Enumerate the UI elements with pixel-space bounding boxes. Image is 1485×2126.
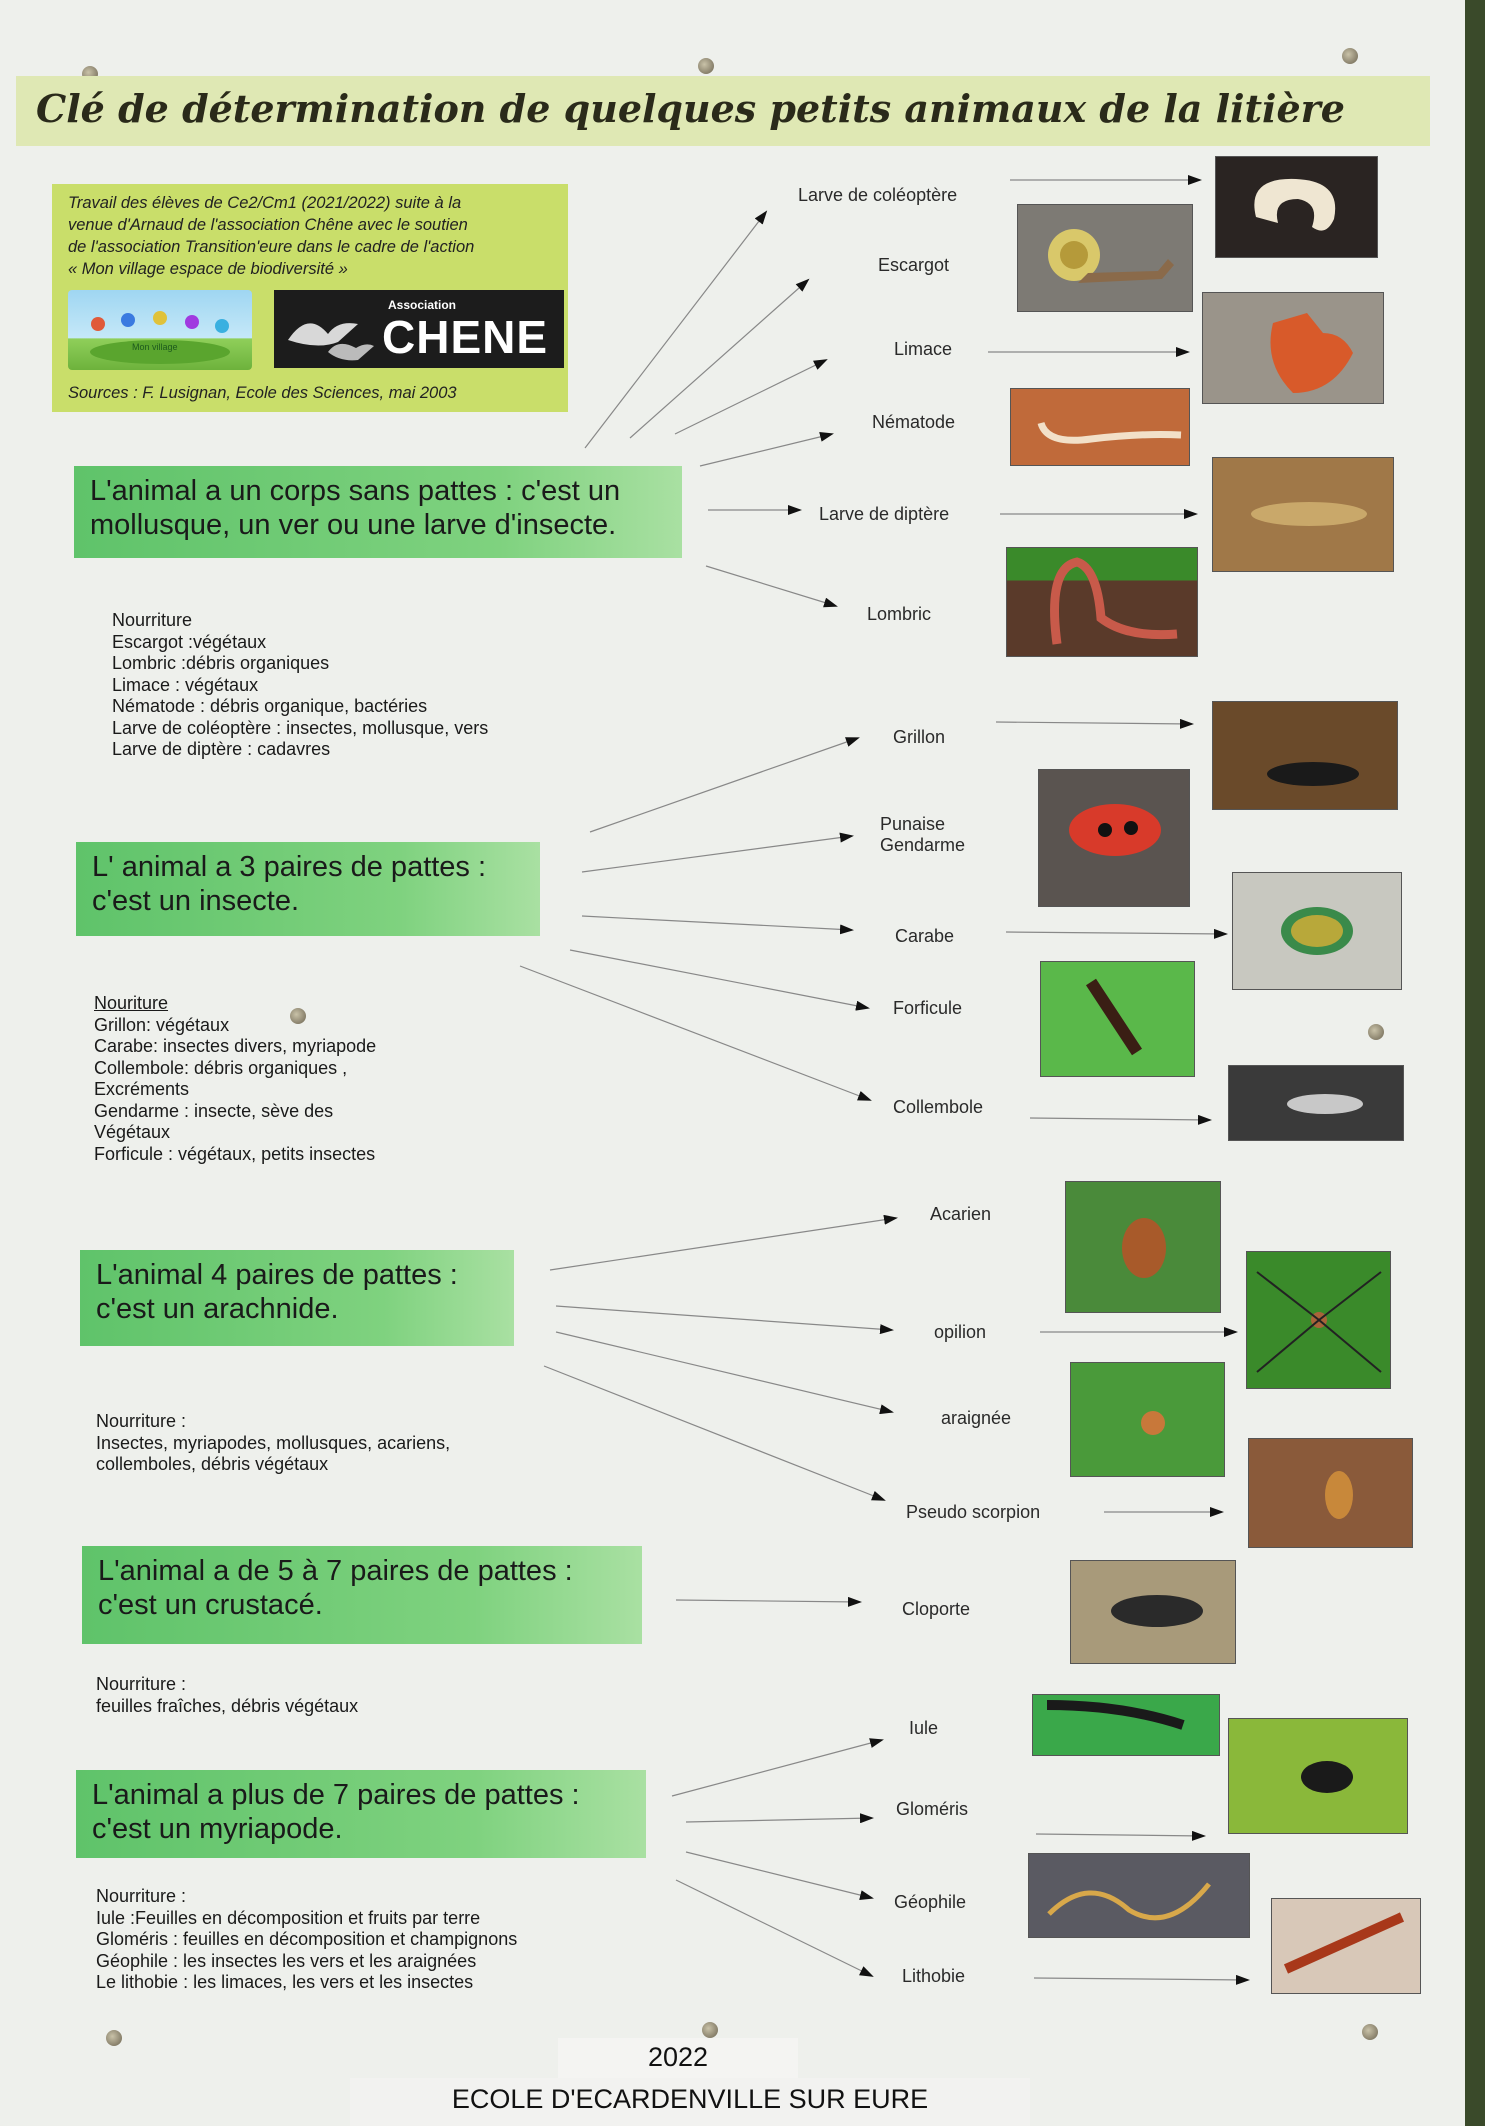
- key-insecte: [76, 842, 540, 936]
- animal-name-carabe: Carabe: [895, 926, 955, 946]
- food-item: Iule :Feuilles en décomposition et fruits par terre: [96, 1907, 481, 1928]
- animal-name-geophile: Géophile: [894, 1892, 967, 1912]
- food-item: Géophile : les insectes les vers et les araignées: [96, 1950, 477, 1971]
- animal-name-acarien: Acarien: [930, 1204, 992, 1224]
- animal-name-larve-coleoptere: Larve de coléoptère: [798, 185, 958, 205]
- food-item: Grillon: végétaux: [94, 1014, 230, 1035]
- food-item: Gloméris : feuilles en décomposition et champignons: [96, 1929, 518, 1949]
- animal-name-forficule: Forficule: [893, 998, 963, 1018]
- firebug-photo: [1038, 769, 1190, 907]
- food-item: Insectes, myriapodes, mollusques, acariens,: [96, 1432, 451, 1453]
- food-list-insecte: [94, 993, 376, 1165]
- animal-name-line: Punaise: [880, 814, 946, 834]
- food-list-myriapode: [96, 1886, 517, 1994]
- key-line: c'est un arachnide.: [96, 1293, 339, 1325]
- key-line: L'animal a plus de 7 paires de pattes :: [92, 1779, 580, 1811]
- animal-name-lombric: Lombric: [867, 604, 932, 624]
- page-title: Clé de détermination de quelques petits animaux de la litière: [36, 86, 1345, 131]
- key-arachnide: [80, 1250, 514, 1346]
- food-item: Lombric :débris organiques: [112, 653, 330, 673]
- food-item: Nématode : débris organique, bactéries: [112, 696, 428, 716]
- pill-millipede-photo: [1228, 1718, 1408, 1834]
- spider-photo: [1070, 1362, 1225, 1477]
- key-line: L'animal a un corps sans pattes : c'est un: [90, 475, 621, 507]
- food-item: Larve de coléoptère : insectes, mollusque, vers: [112, 717, 489, 738]
- mite-photo: [1065, 1181, 1221, 1313]
- nematode-photo: [1010, 388, 1190, 466]
- food-list-mollusque: [112, 610, 488, 761]
- harvestman-photo: [1246, 1251, 1391, 1389]
- mon-village-logo-text: Mon village: [132, 342, 178, 352]
- animal-name-lithobie: Lithobie: [902, 1966, 966, 1986]
- food-heading: Nourriture :: [96, 1886, 187, 1906]
- food-item: collemboles, débris végétaux: [96, 1454, 329, 1474]
- key-mollusque: [74, 466, 682, 558]
- animal-name-cloporte: Cloporte: [902, 1599, 971, 1619]
- food-item: feuilles fraîches, débris végétaux: [96, 1695, 359, 1716]
- food-item: Gendarme : insecte, sève des: [94, 1100, 334, 1121]
- key-myriapode: [76, 1770, 646, 1858]
- ground-beetle-photo: [1232, 872, 1402, 990]
- key-line: c'est un crustacé.: [98, 1589, 323, 1621]
- food-item: Escargot :végétaux: [112, 631, 267, 652]
- woodlouse-photo: [1070, 1560, 1236, 1664]
- sources-text: Sources : F. Lusignan, Ecole des Sciences, mai 2003: [68, 384, 457, 402]
- food-list-arachnide: [96, 1411, 450, 1476]
- animal-name-pseudo-scorpion: Pseudo scorpion: [906, 1502, 1041, 1522]
- fly-larva-photo: [1212, 457, 1394, 572]
- key-line: L' animal a 3 paires de pattes :: [92, 851, 487, 883]
- springtail-photo: [1228, 1065, 1404, 1141]
- animal-name-grillon: Grillon: [893, 727, 946, 747]
- animal-name-glomeris: Gloméris: [896, 1799, 969, 1819]
- food-item: Collembole: débris organiques ,: [94, 1057, 348, 1078]
- food-item: Excréments: [94, 1079, 190, 1099]
- food-item: Larve de diptère : cadavres: [112, 739, 331, 759]
- beetle-larva-photo: [1215, 156, 1378, 258]
- key-line: c'est un insecte.: [92, 885, 300, 917]
- food-item: Limace : végétaux: [112, 674, 259, 695]
- food-item: Végétaux: [94, 1122, 171, 1142]
- food-heading: Nourriture :: [96, 1411, 187, 1431]
- food-heading: Nourriture :: [96, 1674, 187, 1694]
- key-line: mollusque, un ver ou une larve d'insecte.: [90, 509, 617, 541]
- credits-line: Travail des élèves de Ce2/Cm1 (2021/2022) suite à la: [68, 194, 462, 212]
- key-line: c'est un myriapode.: [92, 1813, 343, 1845]
- animal-name-araignee: araignée: [941, 1408, 1012, 1428]
- food-item: Le lithobie : les limaces, les vers et les insectes: [96, 1972, 474, 1992]
- animal-name-limace: Limace: [894, 339, 953, 359]
- pseudoscorpion-photo: [1248, 1438, 1413, 1548]
- key-line: L'animal 4 paires de pattes :: [96, 1259, 458, 1291]
- lithobius-photo: [1271, 1898, 1421, 1994]
- animal-name-larve-diptere: Larve de diptère: [819, 504, 950, 524]
- food-item: Forficule : végétaux, petits insectes: [94, 1143, 376, 1164]
- earwig-photo: [1040, 961, 1195, 1077]
- credits-line: venue d'Arnaud de l'association Chêne avec le soutien: [68, 216, 468, 234]
- food-list-crustace: [96, 1674, 358, 1717]
- animal-name-nematode: Nématode: [872, 412, 956, 432]
- animal-name-punaise-gendarme: [880, 814, 965, 856]
- slug-photo: [1202, 292, 1384, 404]
- animal-name-iule: Iule: [909, 1718, 939, 1738]
- key-crustace: [82, 1546, 642, 1644]
- millipede-photo: [1032, 1694, 1220, 1756]
- animal-name-escargot: Escargot: [878, 255, 950, 275]
- animal-name-collembole: Collembole: [893, 1097, 984, 1117]
- school-name: ECOLE D'ECARDENVILLE SUR EURE: [451, 2084, 929, 2114]
- animal-name-opilion: opilion: [934, 1322, 987, 1342]
- food-item: Carabe: insectes divers, myriapode: [94, 1036, 377, 1056]
- geophilus-photo: [1028, 1853, 1250, 1938]
- food-heading: Nouriture: [94, 993, 169, 1013]
- chene-label: CHENE: [382, 311, 549, 363]
- animal-name-line: Gendarme: [880, 835, 966, 855]
- credits-line: « Mon village espace de biodiversité »: [68, 260, 348, 278]
- cricket-photo: [1212, 701, 1398, 810]
- earthworm-photo: [1006, 547, 1198, 657]
- key-line: L'animal a de 5 à 7 paires de pattes :: [98, 1555, 573, 1587]
- association-label: Association: [388, 298, 457, 312]
- food-heading: Nourriture: [112, 610, 193, 630]
- year-label: 2022: [647, 2042, 709, 2072]
- snail-photo: [1017, 204, 1193, 312]
- credits-line: de l'association Transition'eure dans le cadre de l'action: [68, 238, 475, 256]
